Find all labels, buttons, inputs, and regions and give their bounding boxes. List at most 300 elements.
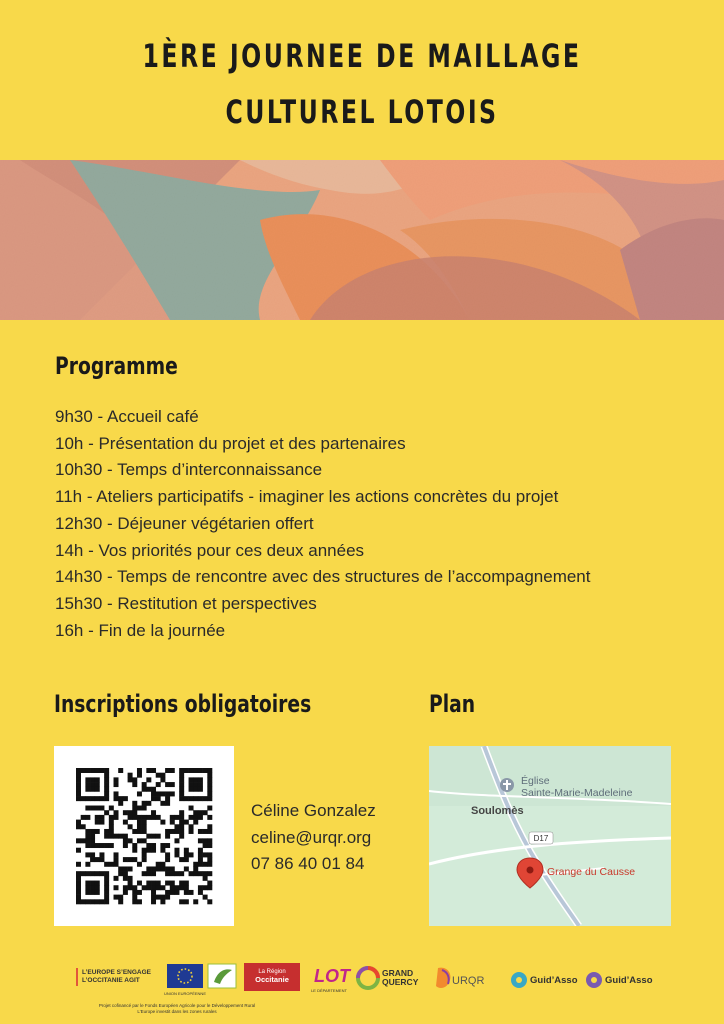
qr-module <box>114 777 119 782</box>
qr-module <box>174 871 179 876</box>
qr-module <box>203 862 208 867</box>
qr-module <box>104 890 109 895</box>
svg-text:UNION EUROPÉENNE: UNION EUROPÉENNE <box>163 991 207 996</box>
qr-code[interactable] <box>54 746 234 926</box>
qr-module <box>99 820 104 825</box>
qr-module <box>165 834 170 839</box>
program-item: 14h30 - Temps de rencontre avec des structures de l’accompagnement <box>55 567 591 587</box>
qr-module <box>95 871 100 876</box>
qr-module <box>189 782 194 787</box>
qr-module <box>85 871 90 876</box>
qr-module <box>165 881 170 886</box>
qr-module <box>90 871 95 876</box>
qr-module <box>132 801 137 806</box>
qr-module <box>170 890 175 895</box>
qr-module <box>95 796 100 801</box>
qr-module <box>207 881 212 886</box>
qr-module <box>81 871 86 876</box>
church-label-line-1: Église <box>521 775 550 787</box>
program-item: 10h - Présentation du projet et des partenaires <box>55 433 406 453</box>
qr-module <box>184 899 189 904</box>
qr-module <box>142 857 147 862</box>
qr-module <box>170 871 175 876</box>
qr-module <box>170 881 175 886</box>
qr-module <box>132 885 137 890</box>
qr-module <box>207 806 212 811</box>
contact-email[interactable]: celine@urqr.org <box>251 827 372 847</box>
qr-module <box>156 862 161 867</box>
qr-module <box>128 815 133 820</box>
qr-module <box>128 777 133 782</box>
qr-module <box>142 885 147 890</box>
qr-module <box>184 848 189 853</box>
qr-module <box>160 843 165 848</box>
qr-module <box>184 890 189 895</box>
qr-module <box>118 899 123 904</box>
qr-module <box>142 787 147 792</box>
qr-module <box>109 815 114 820</box>
qr-module <box>151 787 156 792</box>
qr-module <box>170 782 175 787</box>
qr-module <box>189 815 194 820</box>
qr-module <box>151 890 156 895</box>
qr-module <box>123 890 128 895</box>
qr-module <box>146 885 151 890</box>
qr-module <box>85 815 90 820</box>
qr-module <box>90 796 95 801</box>
qr-module <box>109 806 114 811</box>
qr-module <box>142 806 147 811</box>
qr-module <box>76 848 81 853</box>
qr-module <box>165 890 170 895</box>
qr-module <box>132 829 137 834</box>
qr-module <box>104 895 109 900</box>
qr-module <box>193 815 198 820</box>
qr-module <box>85 838 90 843</box>
qr-module <box>85 852 90 857</box>
qr-module <box>174 852 179 857</box>
qr-module <box>179 796 184 801</box>
svg-text:LOT: LOT <box>314 966 350 986</box>
program-heading: Programme <box>55 352 178 380</box>
title-line-1: 1ÈRE JOURNEE DE MAILLAGE <box>142 37 582 75</box>
qr-module <box>193 862 198 867</box>
qr-module <box>109 862 114 867</box>
qr-module <box>170 820 175 825</box>
qr-module <box>151 885 156 890</box>
qr-module <box>76 881 81 886</box>
qr-module <box>99 852 104 857</box>
qr-module <box>165 829 170 834</box>
qr-module <box>114 895 119 900</box>
qr-module <box>95 777 100 782</box>
qr-module <box>132 815 137 820</box>
qr-module <box>165 796 170 801</box>
qr-module <box>118 834 123 839</box>
qr-module <box>85 843 90 848</box>
qr-module <box>114 782 119 787</box>
svg-text:QUERCY: QUERCY <box>382 977 419 987</box>
qr-module <box>151 815 156 820</box>
qr-module <box>90 777 95 782</box>
qr-module <box>198 796 203 801</box>
qr-module <box>203 895 208 900</box>
church-label-line-2: Sainte-Marie-Madeleine <box>521 787 633 799</box>
qr-module <box>207 862 212 867</box>
qr-module <box>179 787 184 792</box>
qr-module <box>179 773 184 778</box>
qr-module <box>90 806 95 811</box>
qr-module <box>114 834 119 839</box>
qr-module <box>104 810 109 815</box>
qr-module <box>118 796 123 801</box>
qr-module <box>137 838 142 843</box>
qr-module <box>198 838 203 843</box>
qr-module <box>90 787 95 792</box>
qr-module <box>85 890 90 895</box>
qr-module <box>128 866 133 871</box>
qr-module <box>198 815 203 820</box>
qr-module <box>85 806 90 811</box>
qr-module <box>165 866 170 871</box>
qr-module <box>160 777 165 782</box>
qr-module <box>207 815 212 820</box>
qr-module <box>156 866 161 871</box>
contact-phone[interactable]: 07 86 40 01 84 <box>251 854 365 873</box>
qr-module <box>104 876 109 881</box>
qr-module <box>203 843 208 848</box>
qr-module <box>165 782 170 787</box>
program-list <box>55 404 590 644</box>
qr-module <box>179 885 184 890</box>
qr-module <box>76 871 81 876</box>
qr-module <box>198 862 203 867</box>
qr-module <box>184 857 189 862</box>
qr-module <box>174 815 179 820</box>
qr-module <box>207 787 212 792</box>
qr-module <box>156 881 161 886</box>
qr-module <box>207 838 212 843</box>
qr-module <box>179 824 184 829</box>
qr-module <box>85 782 90 787</box>
qr-module <box>146 834 151 839</box>
qr-module <box>146 866 151 871</box>
qr-module <box>128 885 133 890</box>
qr-module <box>207 852 212 857</box>
qr-module <box>81 824 86 829</box>
qr-module <box>114 857 119 862</box>
qr-module <box>203 852 208 857</box>
qr-module <box>123 820 128 825</box>
qr-module <box>99 806 104 811</box>
qr-module <box>123 810 128 815</box>
qr-module <box>151 834 156 839</box>
qr-module <box>114 876 119 881</box>
qr-module <box>104 834 109 839</box>
qr-module <box>203 871 208 876</box>
plan-heading: Plan <box>429 690 476 718</box>
qr-module <box>85 768 90 773</box>
qr-module <box>160 820 165 825</box>
qr-module <box>137 824 142 829</box>
qr-module <box>151 796 156 801</box>
qr-module <box>76 838 81 843</box>
svg-text:La Région: La Région <box>258 969 286 975</box>
region-occitanie-logo <box>244 963 300 991</box>
qr-module <box>128 824 133 829</box>
qr-module <box>165 843 170 848</box>
qr-module <box>142 838 147 843</box>
qr-module <box>128 810 133 815</box>
qr-module <box>156 796 161 801</box>
qr-module <box>114 810 119 815</box>
funding-footnote: Projet cofinancé par le Fonds Européen Agricole pour le Développement Rural L’Europe investit dans les zones rurales <box>98 1003 256 1014</box>
qr-module <box>146 848 151 853</box>
qr-module <box>76 768 81 773</box>
qr-module <box>81 796 86 801</box>
qr-module <box>174 890 179 895</box>
qr-module <box>151 881 156 886</box>
qr-module <box>128 876 133 881</box>
qr-module <box>193 810 198 815</box>
qr-module <box>184 866 189 871</box>
qr-module <box>179 782 184 787</box>
town-label: Soulomès <box>471 805 524 817</box>
qr-module <box>146 801 151 806</box>
qr-module <box>118 871 123 876</box>
program-item: 9h30 - Accueil café <box>55 407 199 426</box>
qr-module <box>76 796 81 801</box>
qr-module <box>76 782 81 787</box>
qr-module <box>90 885 95 890</box>
qr-module <box>95 806 100 811</box>
qr-module <box>146 768 151 773</box>
qr-module <box>137 829 142 834</box>
qr-module <box>193 899 198 904</box>
qr-module <box>198 890 203 895</box>
qr-module <box>132 895 137 900</box>
qr-module <box>179 834 184 839</box>
qr-module <box>137 881 142 886</box>
qr-module <box>123 834 128 839</box>
qr-module <box>207 791 212 796</box>
qr-module <box>109 843 114 848</box>
qr-module <box>104 881 109 886</box>
qr-module <box>203 885 208 890</box>
qr-module <box>99 871 104 876</box>
qr-module <box>151 899 156 904</box>
qr-module <box>160 866 165 871</box>
qr-module <box>179 871 184 876</box>
svg-text:Guid’Asso: Guid’Asso <box>530 975 578 986</box>
qr-module <box>76 824 81 829</box>
qr-module <box>198 768 203 773</box>
qr-module <box>95 782 100 787</box>
qr-module <box>151 871 156 876</box>
qr-module <box>90 829 95 834</box>
qr-module <box>137 899 142 904</box>
qr-module <box>156 895 161 900</box>
qr-module <box>137 820 142 825</box>
qr-module <box>95 815 100 820</box>
qr-module <box>76 899 81 904</box>
qr-module <box>95 768 100 773</box>
qr-module <box>193 787 198 792</box>
contact-name: Céline Gonzalez <box>251 801 376 820</box>
qr-module <box>123 871 128 876</box>
qr-module <box>160 801 165 806</box>
qr-module <box>179 829 184 834</box>
qr-module <box>76 791 81 796</box>
qr-module <box>95 820 100 825</box>
qr-module <box>193 777 198 782</box>
qr-module <box>151 810 156 815</box>
qr-module <box>165 852 170 857</box>
qr-module <box>198 857 203 862</box>
qr-module <box>170 829 175 834</box>
qr-module <box>142 801 147 806</box>
qr-module <box>207 899 212 904</box>
qr-module <box>85 881 90 886</box>
qr-module <box>142 871 147 876</box>
qr-module <box>207 857 212 862</box>
qr-module <box>146 881 151 886</box>
qr-module <box>90 857 95 862</box>
qr-module <box>189 806 194 811</box>
qr-module <box>174 838 179 843</box>
grand-quercy-logo <box>358 968 419 988</box>
qr-module <box>179 791 184 796</box>
qr-module <box>114 815 119 820</box>
qr-module <box>203 876 208 881</box>
qr-module <box>81 899 86 904</box>
location-map[interactable] <box>429 746 671 926</box>
qr-module <box>142 815 147 820</box>
qr-module <box>114 862 119 867</box>
qr-module <box>137 791 142 796</box>
qr-module <box>160 895 165 900</box>
qr-module <box>198 777 203 782</box>
qr-module <box>137 815 142 820</box>
svg-text:LE DÉPARTEMENT: LE DÉPARTEMENT <box>311 988 347 993</box>
qr-module <box>156 815 161 820</box>
qr-code-icon <box>54 746 234 926</box>
qr-module <box>198 871 203 876</box>
svg-text:Guid’Asso: Guid’Asso <box>605 975 653 986</box>
qr-module <box>170 885 175 890</box>
qr-module <box>104 787 109 792</box>
leader-logo <box>208 964 236 988</box>
qr-module <box>142 782 147 787</box>
qr-module <box>174 848 179 853</box>
qr-module <box>85 829 90 834</box>
qr-module <box>90 843 95 848</box>
qr-module <box>207 885 212 890</box>
qr-module <box>132 810 137 815</box>
qr-module <box>156 885 161 890</box>
qr-module <box>142 829 147 834</box>
qr-module <box>76 862 81 867</box>
qr-module <box>198 810 203 815</box>
contact-info <box>251 798 376 878</box>
qr-module <box>104 899 109 904</box>
qr-module <box>128 857 133 862</box>
qr-module <box>198 885 203 890</box>
qr-module <box>90 890 95 895</box>
qr-module <box>132 843 137 848</box>
qr-module <box>160 773 165 778</box>
qr-module <box>184 852 189 857</box>
place-label: Grange du Causse <box>547 866 636 878</box>
qr-module <box>137 862 142 867</box>
svg-text:URQR: URQR <box>452 975 485 987</box>
qr-module <box>123 876 128 881</box>
qr-module <box>160 885 165 890</box>
qr-module <box>165 768 170 773</box>
qr-module <box>99 815 104 820</box>
program-item: 14h - Vos priorités pour ces deux années <box>55 540 365 560</box>
qr-module <box>146 787 151 792</box>
qr-module <box>207 843 212 848</box>
qr-module <box>132 806 137 811</box>
qr-module <box>95 885 100 890</box>
qr-module <box>76 885 81 890</box>
qr-module <box>104 773 109 778</box>
qr-module <box>85 796 90 801</box>
qr-module <box>207 824 212 829</box>
qr-module <box>142 824 147 829</box>
qr-module <box>146 815 151 820</box>
qr-module <box>203 838 208 843</box>
qr-module <box>104 782 109 787</box>
qr-module <box>90 834 95 839</box>
qr-module <box>118 768 123 773</box>
qr-module <box>198 848 203 853</box>
qr-module <box>114 791 119 796</box>
qr-module <box>123 843 128 848</box>
qr-module <box>142 820 147 825</box>
qr-module <box>81 768 86 773</box>
qr-module <box>170 791 175 796</box>
qr-module <box>207 782 212 787</box>
qr-module <box>104 871 109 876</box>
qr-module <box>189 829 194 834</box>
qr-module <box>76 890 81 895</box>
qr-module <box>179 815 184 820</box>
qr-module <box>95 881 100 886</box>
qr-module <box>203 768 208 773</box>
qr-module <box>151 791 156 796</box>
qr-module <box>95 890 100 895</box>
qr-module <box>104 777 109 782</box>
qr-module <box>189 852 194 857</box>
qr-module <box>85 885 90 890</box>
qr-module <box>207 796 212 801</box>
europe-logo <box>76 968 152 986</box>
qr-module <box>184 768 189 773</box>
abstract-shapes-illustration <box>0 160 724 320</box>
qr-module <box>132 890 137 895</box>
qr-module <box>193 871 198 876</box>
title-line-2: CULTUREL LOTOIS <box>225 93 499 131</box>
qr-module <box>123 838 128 843</box>
qr-module <box>207 871 212 876</box>
qr-module <box>123 857 128 862</box>
qr-module <box>193 820 198 825</box>
qr-module <box>189 768 194 773</box>
qr-module <box>85 834 90 839</box>
qr-module <box>81 815 86 820</box>
